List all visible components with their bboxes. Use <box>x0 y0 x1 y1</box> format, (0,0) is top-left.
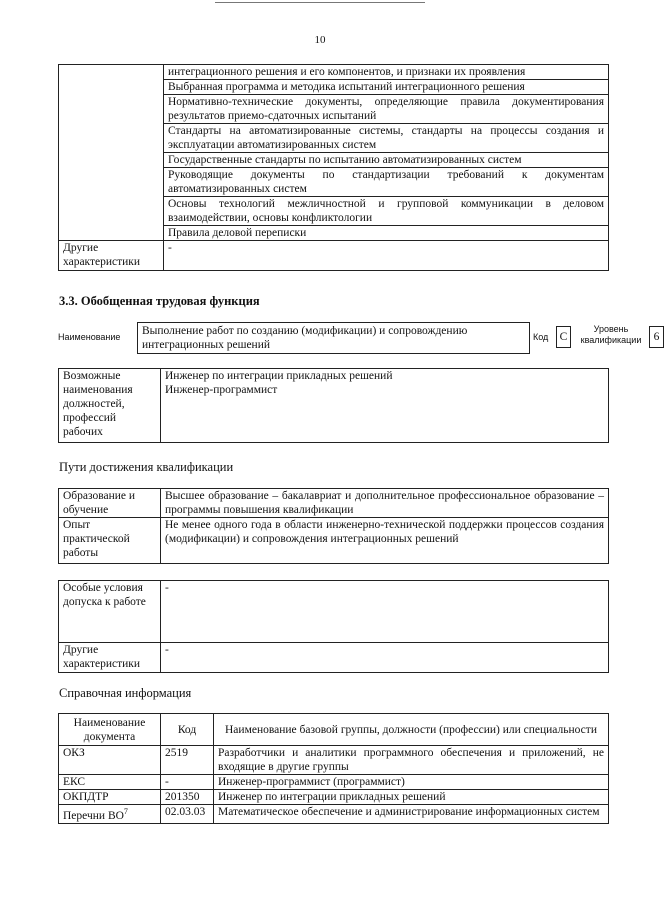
experience-value: Не менее одного года в области инженерно-технической поддержки процессов создания (модификации) и сопровождения интеграционных решений <box>161 518 609 564</box>
positions-values <box>161 369 609 443</box>
qualification-title: Пути достижения квалификации <box>59 460 234 474</box>
knowledge-row: Нормативно-технические документы, определяющие правила документирования результатов приемо-сдаточных испытаний <box>164 95 609 124</box>
ref-code-cell: 02.03.03 <box>161 805 214 824</box>
positions-table <box>58 368 609 443</box>
ref-name-cell: Разработчики и аналитики программного обеспечения и приложений, не входящие в другие группы <box>214 746 609 775</box>
knowledge-row: интеграционного решения и его компонентов, и признаки их проявления <box>164 65 609 80</box>
knowledge-row: Основы технологий межличностной и групповой коммуникации в деловом взаимодействии, основы конфликтологии <box>164 197 609 226</box>
positions-label: Возможные наименования должностей, профессий рабочих <box>59 369 161 443</box>
function-row <box>58 322 660 354</box>
conditions-table <box>58 580 609 673</box>
ref-doc-cell: ОКЗ <box>59 746 161 775</box>
ref-doc-text: Перечни ВО <box>63 809 124 822</box>
function-name-value: Выполнение работ по созданию (модификации) и сопровождению интеграционных решений <box>137 322 530 354</box>
function-level-label: Уровень квалификации <box>580 324 642 345</box>
special-conditions-value: - <box>161 581 609 643</box>
header-name: Наименование базовой группы, должности (профессии) или специальности <box>214 714 609 746</box>
knowledge-table <box>58 64 609 271</box>
knowledge-row: Выбранная программа и методика испытаний интеграционного решения <box>164 80 609 95</box>
top-rule <box>215 2 425 3</box>
knowledge-row: Государственные стандарты по испытанию автоматизированных систем <box>164 153 609 168</box>
knowledge-row: Руководящие документы по стандартизации требований к документам автоматизированных систем <box>164 168 609 197</box>
other-characteristics-value-2: - <box>161 643 609 673</box>
ref-code-cell: - <box>161 775 214 790</box>
function-code-label: Код <box>533 332 549 342</box>
ref-name-cell: Инженер-программист (программист) <box>214 775 609 790</box>
position-item: Инженер-программист <box>165 384 278 396</box>
ref-doc-cell: ОКПДТР <box>59 790 161 805</box>
function-level-value: 6 <box>649 326 664 348</box>
ref-doc-cell: ЕКС <box>59 775 161 790</box>
reference-table <box>58 713 609 824</box>
special-conditions-label: Особые условия допуска к работе <box>59 581 161 643</box>
function-code-value: C <box>556 326 571 348</box>
footnote-mark: 7 <box>123 807 128 816</box>
experience-label: Опыт практической работы <box>59 518 161 564</box>
function-name-label: Наименование <box>58 332 121 342</box>
other-characteristics-value: - <box>164 241 609 271</box>
knowledge-label-cell <box>59 65 164 241</box>
ref-name-cell: Математическое обеспечение и администрирование информационных систем <box>214 805 609 824</box>
knowledge-row: Правила деловой переписки <box>164 226 609 241</box>
page-number: 10 <box>314 34 326 46</box>
section-heading: 3.3. Обобщенная трудовая функция <box>59 294 260 308</box>
ref-code-cell: 201350 <box>161 790 214 805</box>
education-label: Образование и обучение <box>59 489 161 518</box>
position-item: Инженер по интеграции прикладных решений <box>165 370 393 382</box>
other-characteristics-label: Другие характеристики <box>59 241 164 271</box>
other-characteristics-label-2: Другие характеристики <box>59 643 161 673</box>
knowledge-row: Стандарты на автоматизированные системы, стандарты на процессы создания и эксплуатации автоматизированных систем <box>164 124 609 153</box>
reference-title: Справочная информация <box>59 686 192 700</box>
ref-code-cell: 2519 <box>161 746 214 775</box>
header-document: Наименование документа <box>59 714 161 746</box>
ref-doc-cell <box>59 805 161 824</box>
header-code: Код <box>161 714 214 746</box>
ref-name-cell: Инженер по интеграции прикладных решений <box>214 790 609 805</box>
qualification-table <box>58 488 609 564</box>
education-value: Высшее образование – бакалавриат и дополнительное профессиональное образование – программы повышения квалификации <box>161 489 609 518</box>
